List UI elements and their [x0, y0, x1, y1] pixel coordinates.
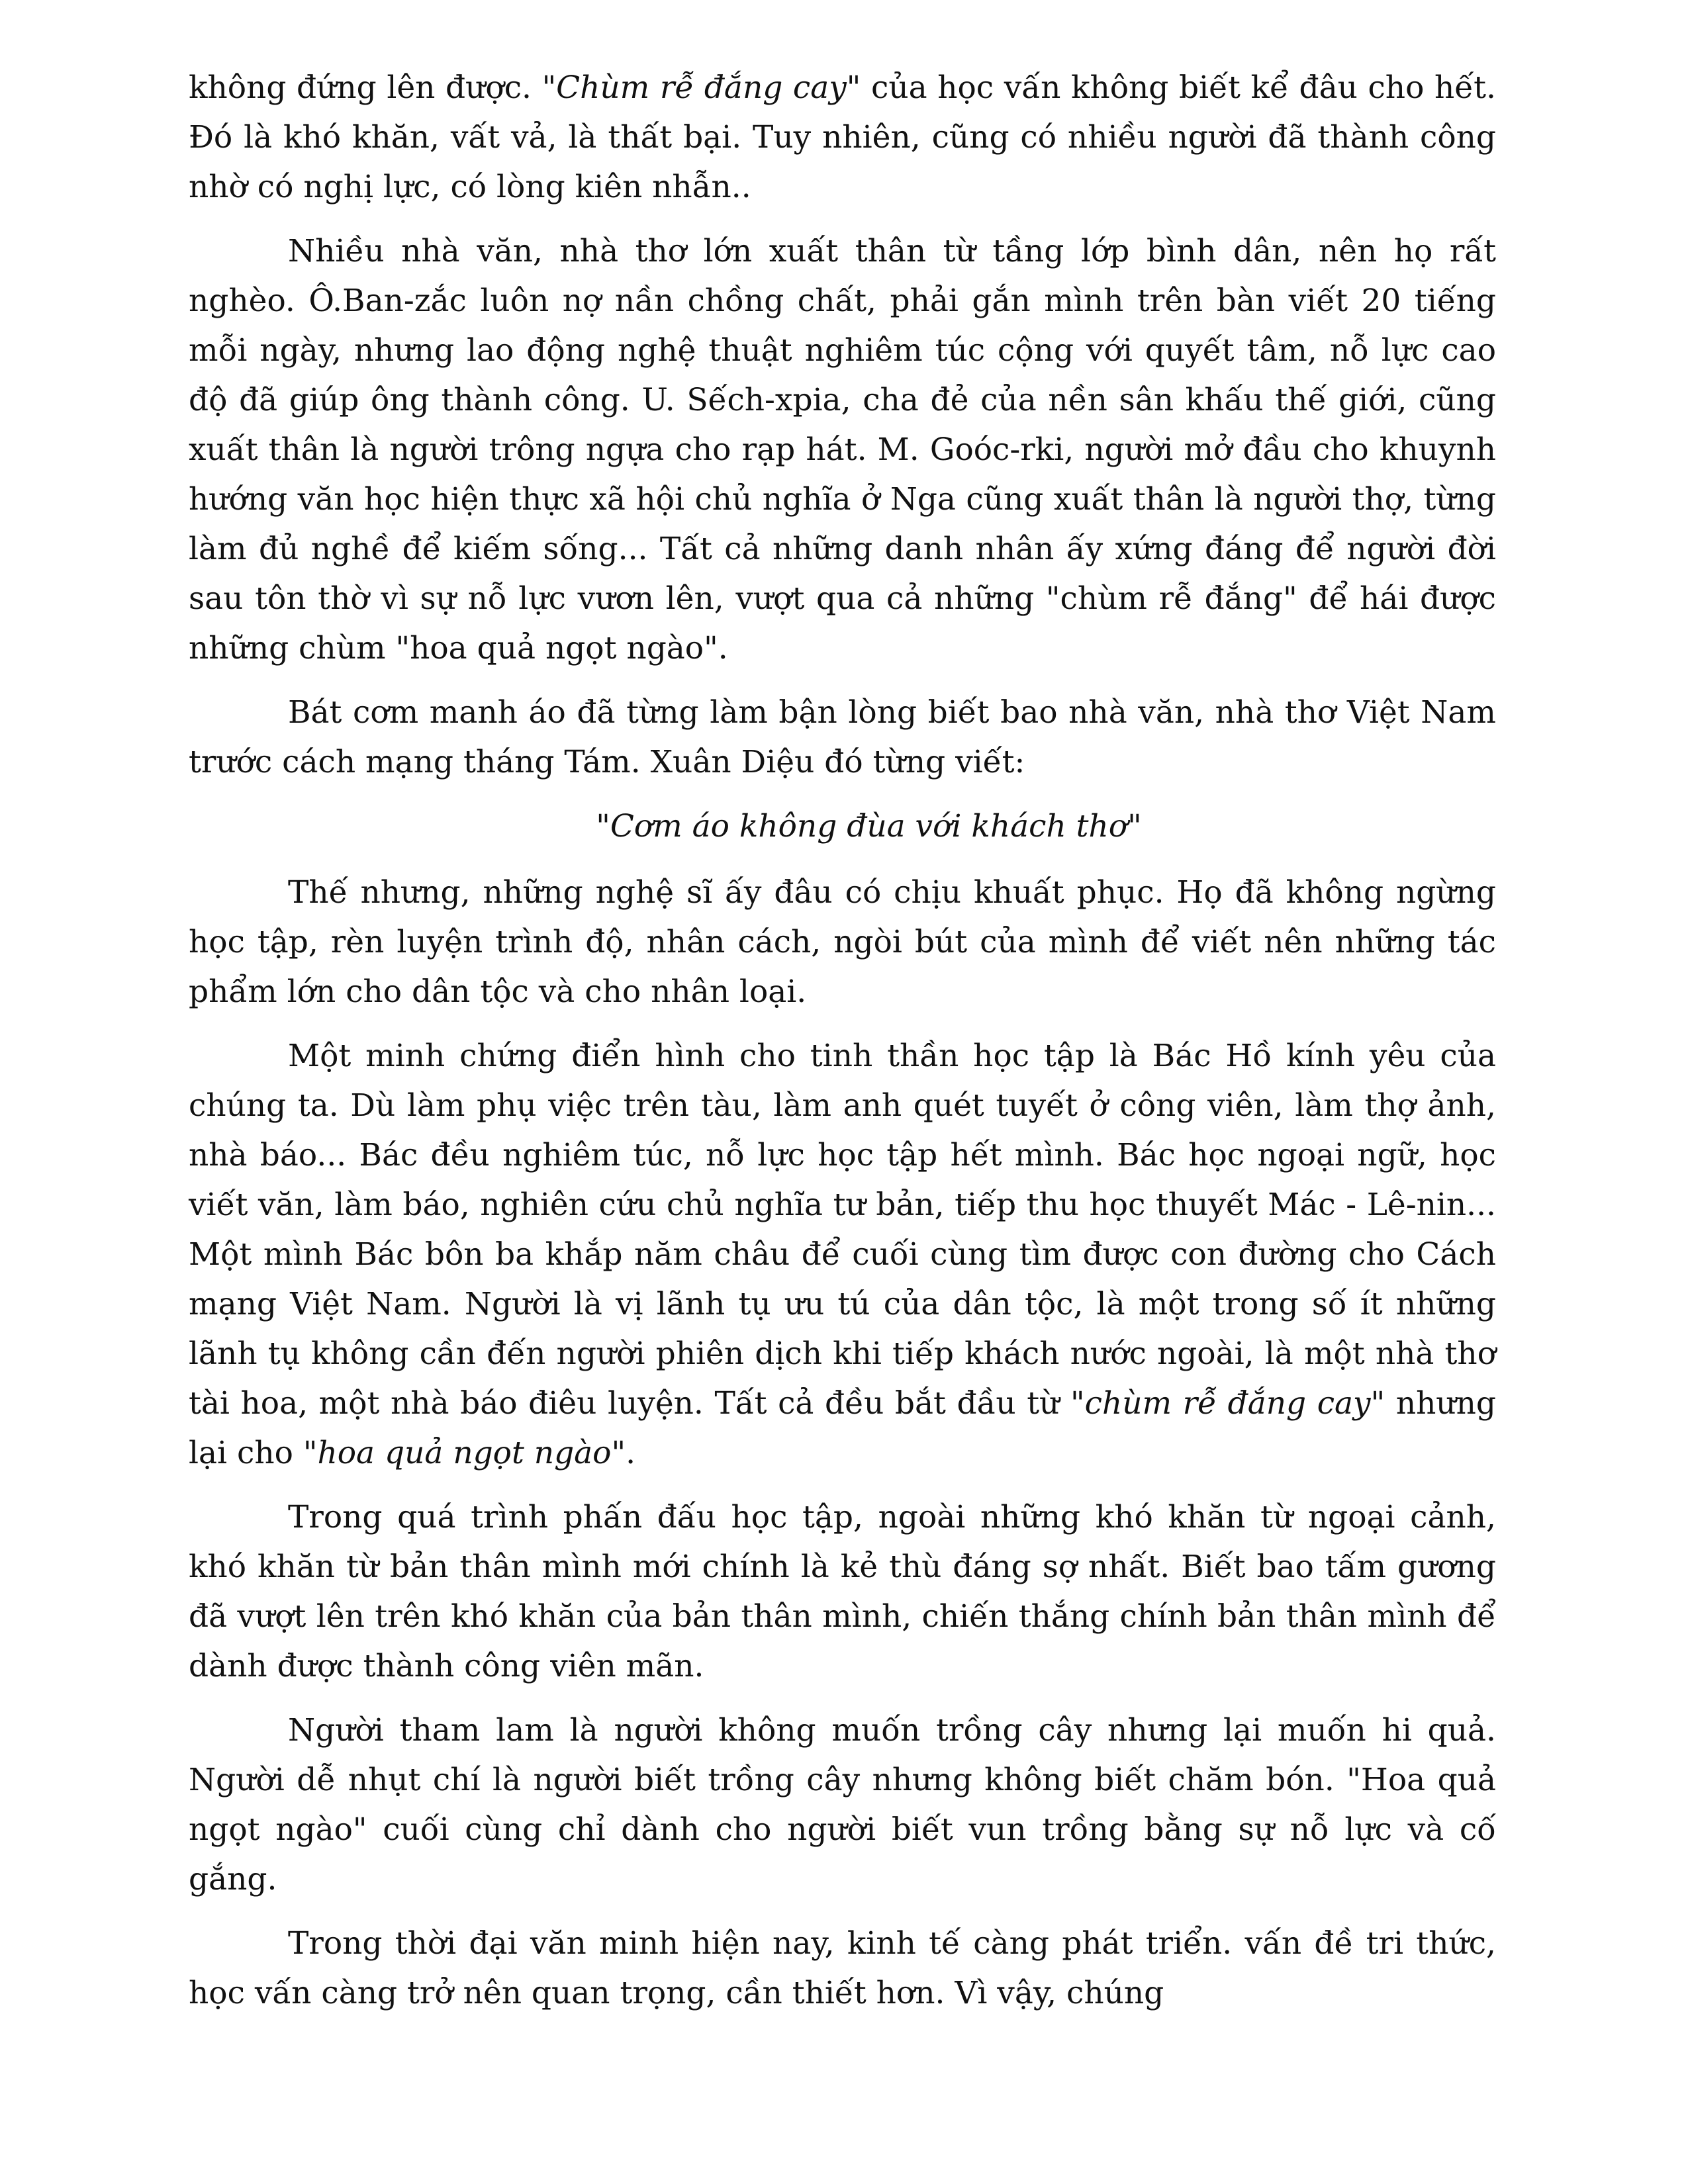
- document-page: [189, 63, 1496, 2032]
- italic-phrase: "chùm rễ đắng cay": [1070, 1385, 1385, 1422]
- paragraph: [189, 1919, 1496, 2018]
- text-run: Trong thời đại văn minh hiện nay, kinh tế càng phát triển. vấn đề tri thức, học vấn càng trở nên quan trọng, cần thiết hơn. Vì vậy, chúng: [189, 1925, 1496, 2011]
- text-run: Người tham lam là người không muốn trồng cây nhưng lại muốn hi quả. Người dễ nhụt chí là người biết trồng cây nhưng không biết chăm bón. "Hoa quả ngọt ngào" cuối cùng chỉ dành cho người biết vun trồng bằng sự nỗ lực và cố gắng.: [189, 1712, 1496, 1897]
- text-body-bottom: [189, 868, 1496, 2018]
- text-run: nhưng lại cho: [189, 1385, 1496, 1471]
- paragraph: [189, 688, 1496, 787]
- text-run: của học vấn không biết kể đâu cho hết. Đó là khó khăn, vất vả, là thất bại. Tuy nhiên, cũng có nhiều người đã thành công nhờ có nghị lực, có lòng kiên nhẫn..: [189, 69, 1496, 205]
- text-run: Một minh chứng điển hình cho tinh thần học tập là Bác Hồ kính yêu của chúng ta. Dù làm phụ việc trên tàu, làm anh quét tuyết ở công viên, làm thợ ảnh, nhà báo... Bác đều nghiêm túc, nỗ lực học tập hết mình. Bác học ngoại ngữ, học viết văn, làm báo, nghiên cứu chủ nghĩa tư bản, tiếp thu học thuyết Mác - Lê-nin... Một mình Bác bôn ba khắp năm châu để cuối cùng tìm được con đường cho Cách mạng Việt Nam. Người là vị lãnh tụ ưu tú của dân tộc, là một trong số ít những lãnh tụ không cần đến người phiên dịch khi tiếp khách nước ngoài, là một nhà thơ tài hoa, một nhà báo điêu luyện. Tất cả đều bắt đầu từ: [189, 1038, 1496, 1422]
- paragraph: [189, 1031, 1496, 1478]
- text-run: Bát cơm manh áo đã từng làm bận lòng biết bao nhà văn, nhà thơ Việt Nam trước cách mạng tháng Tám. Xuân Diệu đó từng viết:: [189, 694, 1496, 780]
- italic-phrase: "hoa quả ngọt ngào": [303, 1435, 626, 1471]
- paragraph: [189, 868, 1496, 1017]
- text-run: Nhiều nhà văn, nhà thơ lớn xuất thân từ tầng lớp bình dân, nên họ rất nghèo. Ô.Ban-zắc luôn nợ nần chồng chất, phải gắn mình trên bàn viết 20 tiếng mỗi ngày, nhưng lao động nghệ thuật nghiêm túc cộng với quyết tâm, nỗ lực cao độ đã giúp ông thành công. U. Sếch-xpia, cha đẻ của nền sân khấu thế giới, cũng xuất thân là người trông ngựa cho rạp hát. M. Goóc-rki, người mở đầu cho khuynh hướng văn học hiện thực xã hội chủ nghĩa ở Nga cũng xuất thân là người thợ, từng làm đủ nghề để kiếm sống... Tất cả những danh nhân ấy xứng đáng để người đời sau tôn thờ vì sự nỗ lực vươn lên, vượt qua cả những "chùm rễ đắng" để hái được những chùm "hoa quả ngọt ngào".: [189, 233, 1496, 666]
- italic-phrase: "Chùm rễ đắng cay": [541, 69, 861, 106]
- paragraph: [189, 1492, 1496, 1691]
- poem-quote: "Cơm áo không đùa với khách thơ": [596, 808, 1142, 844]
- paragraph: [189, 1706, 1496, 1904]
- paragraph: [189, 226, 1496, 673]
- text-run: Thế nhưng, những nghệ sĩ ấy đâu có chịu khuất phục. Họ đã không ngừng học tập, rèn luyện trình độ, nhân cách, ngòi bút của mình để viết nên những tác phẩm lớn cho dân tộc và cho nhân loại.: [189, 874, 1496, 1010]
- paragraph: [189, 63, 1496, 212]
- text-body-top: [189, 63, 1496, 787]
- text-run: không đứng lên được.: [189, 69, 542, 106]
- text-run: .: [626, 1435, 636, 1471]
- text-run: Trong quá trình phấn đấu học tập, ngoài những khó khăn từ ngoại cảnh, khó khăn từ bản thân mình mới chính là kẻ thù đáng sợ nhất. Biết bao tấm gương đã vượt lên trên khó khăn của bản thân mình, chiến thắng chính bản thân mình để dành được thành công viên mãn.: [189, 1499, 1496, 1684]
